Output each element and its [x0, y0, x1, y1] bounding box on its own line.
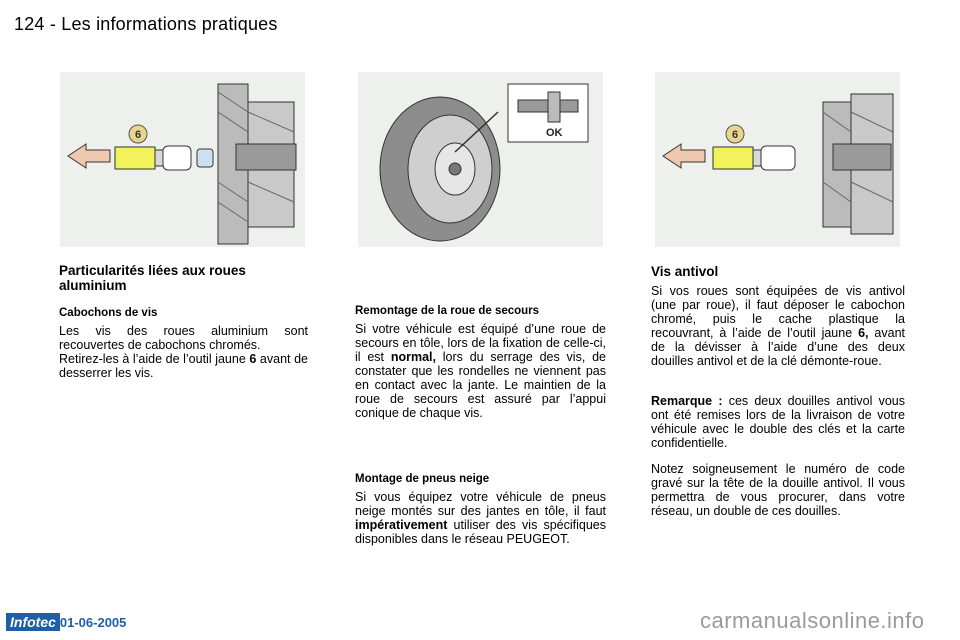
wheel-bolt-icon: [236, 144, 296, 170]
subsection-title-caps: Cabochons de vis: [59, 307, 158, 319]
arrow-left-icon: [68, 144, 110, 168]
header-separator: -: [49, 14, 57, 34]
subsection-title-spare: Remontage de la roue de secours: [355, 305, 540, 317]
tool-label-6: 6: [134, 129, 142, 141]
plastic-cover-icon: [761, 146, 795, 170]
paragraph-caps-desc: Les vis des roues aluminium sont recouvertes de cabochons chromés.: [59, 324, 308, 352]
watermark: carmanualsonline.info: [700, 608, 925, 633]
cap-removal-illustration: [60, 72, 305, 247]
chrome-cap-icon: [163, 146, 191, 170]
yellow-tool-icon: [115, 147, 155, 169]
figure-cap-removal: [60, 72, 305, 247]
tool-label-6: 6: [731, 129, 739, 141]
page-number: 124: [14, 14, 45, 34]
footer: [6, 614, 126, 632]
page-title: Les informations pratiques: [61, 14, 278, 34]
figure-spare-wheel: [358, 72, 603, 247]
paragraph-snow-tyres: Si vous équipez votre véhicule de pneus neige montés sur des jantes en tôle, il faut impérativement utiliser des vis spécifiques disponibles dans le réseau PEUGEOT.: [355, 490, 606, 546]
paragraph-spare-wheel: Si votre véhicule est équipé d’une roue de secours en tôle, lors de la fixation de celle-ci, il est normal, lors du serrage des vis, de constater que les rondelles ne viennent pas en contact avec la jante. Le maintien de la roue de secours est assuré par l’appui conique de chaque vis.: [355, 322, 606, 420]
ok-label: OK: [546, 127, 563, 139]
page-header: [14, 14, 278, 35]
spare-wheel-illustration: [358, 72, 603, 247]
paragraph-caps-removal: Retirez-les à l’aide de l’outil jaune 6 avant de desserrer les vis.: [59, 352, 309, 380]
figure-antitheft-bolt: [655, 72, 900, 247]
subsection-title-snow: Montage de pneus neige: [355, 473, 490, 485]
infotec-logo: Infotec: [6, 613, 60, 631]
edition-date: 01-06-2005: [59, 615, 127, 630]
yellow-tool-icon: [713, 147, 753, 169]
section-title-aluminium: Particularités liées aux roues aluminium: [59, 263, 246, 293]
arrow-left-icon: [663, 144, 705, 168]
antitheft-bolt-icon: [833, 144, 891, 170]
paragraph-code-note: Notez soigneusement le numéro de code gravé sur la tête de la douille antivol. Il vous permettra de vous procurer, dans votre réseau, un double de ces douilles.: [651, 462, 905, 518]
section-title-antitheft: Vis antivol: [651, 264, 719, 279]
antitheft-illustration: [655, 72, 900, 247]
paragraph-remark: Remarque : ces deux douilles antivol vous ont été remises lors de la livraison de votre véhicule avec le double des clés et la carte confidentielle.: [651, 394, 905, 450]
paragraph-antitheft: Si vos roues sont équipées de vis antivol (une par roue), il faut déposer le cabochon chromé, puis le cache plastique la recouvrant, à l’aide de l’outil jaune 6, avant de la dévisser à l’aide d’une des deux douilles antivol et de la clé démonte-roue.: [651, 284, 905, 368]
